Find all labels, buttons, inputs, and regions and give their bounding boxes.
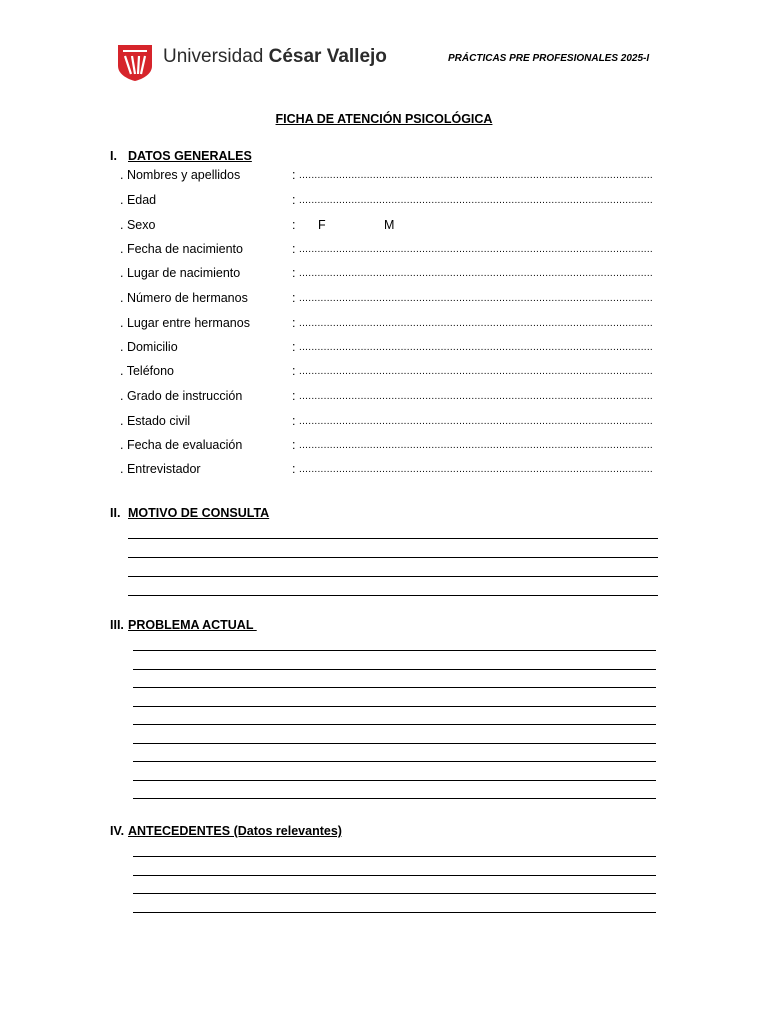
- writing-line[interactable]: [133, 798, 656, 799]
- field-label: . Grado de instrucción: [120, 389, 243, 403]
- writing-line[interactable]: [133, 724, 656, 725]
- writing-line[interactable]: [133, 669, 656, 670]
- writing-line[interactable]: [133, 893, 656, 894]
- field-label: . Nombres y apellidos: [120, 168, 241, 182]
- writing-line[interactable]: [133, 912, 656, 913]
- field-label: . Fecha de evaluación: [120, 438, 243, 452]
- sex-option-m[interactable]: M: [384, 218, 395, 232]
- writing-line[interactable]: [133, 761, 656, 762]
- field-fill-dots[interactable]: ...................................................................................................................: [299, 366, 654, 377]
- field-colon: :: [292, 438, 296, 452]
- writing-line[interactable]: [128, 576, 658, 577]
- field-label: . Domicilio: [120, 340, 178, 354]
- writing-line[interactable]: [128, 595, 658, 596]
- writing-line[interactable]: [128, 557, 658, 558]
- field-colon: :: [292, 462, 296, 476]
- field-fill-dots[interactable]: ...................................................................................................................: [299, 342, 654, 353]
- field-fill-dots[interactable]: ...................................................................................................................: [299, 293, 654, 304]
- writing-line[interactable]: [133, 875, 656, 876]
- section-2-number: II.: [110, 506, 121, 520]
- field-colon: :: [292, 218, 296, 232]
- field-colon: :: [292, 242, 296, 256]
- section-3-title: PROBLEMA ACTUAL: [128, 618, 257, 632]
- writing-line[interactable]: [133, 743, 656, 744]
- field-colon: :: [292, 193, 296, 207]
- university-name: Universidad César Vallejo: [163, 46, 387, 67]
- field-label: . Número de hermanos: [120, 291, 248, 305]
- field-fill-dots[interactable]: ...................................................................................................................: [299, 268, 654, 279]
- section-1-title: DATOS GENERALES: [128, 149, 252, 163]
- writing-line[interactable]: [133, 856, 656, 857]
- field-colon: :: [292, 291, 296, 305]
- document-title: FICHA DE ATENCIÓN PSICOLÓGICA: [275, 112, 493, 126]
- field-fill-dots[interactable]: ...................................................................................................................: [299, 195, 654, 206]
- section-2-title: MOTIVO DE CONSULTA: [128, 506, 270, 520]
- field-fill-dots[interactable]: ...................................................................................................................: [299, 440, 654, 451]
- section-3-number: III.: [110, 618, 124, 632]
- field-colon: :: [292, 364, 296, 378]
- writing-line[interactable]: [133, 706, 656, 707]
- writing-line[interactable]: [133, 780, 656, 781]
- field-label: . Lugar de nacimiento: [120, 266, 241, 280]
- field-label: . Lugar entre hermanos: [120, 316, 250, 330]
- field-fill-dots[interactable]: ...................................................................................................................: [299, 170, 654, 181]
- field-colon: :: [292, 316, 296, 330]
- field-fill-dots[interactable]: ...................................................................................................................: [299, 391, 654, 402]
- writing-line[interactable]: [133, 687, 656, 688]
- field-label: . Sexo: [120, 218, 156, 232]
- field-colon: :: [292, 414, 296, 428]
- field-fill-dots[interactable]: ...................................................................................................................: [299, 318, 654, 329]
- writing-line[interactable]: [133, 650, 656, 651]
- field-colon: :: [292, 389, 296, 403]
- header-note: PRÁCTICAS PRE PROFESIONALES 2025-I: [448, 53, 650, 64]
- field-colon: :: [292, 168, 296, 182]
- section-4-number: IV.: [110, 824, 125, 838]
- field-colon: :: [292, 340, 296, 354]
- field-fill-dots[interactable]: ...................................................................................................................: [299, 244, 654, 255]
- field-label: . Entrevistador: [120, 462, 201, 476]
- university-logo-icon: [117, 44, 153, 82]
- field-fill-dots[interactable]: ...................................................................................................................: [299, 416, 654, 427]
- field-label: . Fecha de nacimiento: [120, 242, 243, 256]
- field-fill-dots[interactable]: ...................................................................................................................: [299, 464, 654, 475]
- field-label: . Estado civil: [120, 414, 191, 428]
- field-colon: :: [292, 266, 296, 280]
- field-label: . Teléfono: [120, 364, 174, 378]
- writing-line[interactable]: [128, 538, 658, 539]
- sex-option-f[interactable]: F: [318, 218, 326, 232]
- field-label: . Edad: [120, 193, 157, 207]
- section-4-title: ANTECEDENTES (Datos relevantes): [128, 824, 342, 838]
- section-1-number: I.: [110, 149, 117, 163]
